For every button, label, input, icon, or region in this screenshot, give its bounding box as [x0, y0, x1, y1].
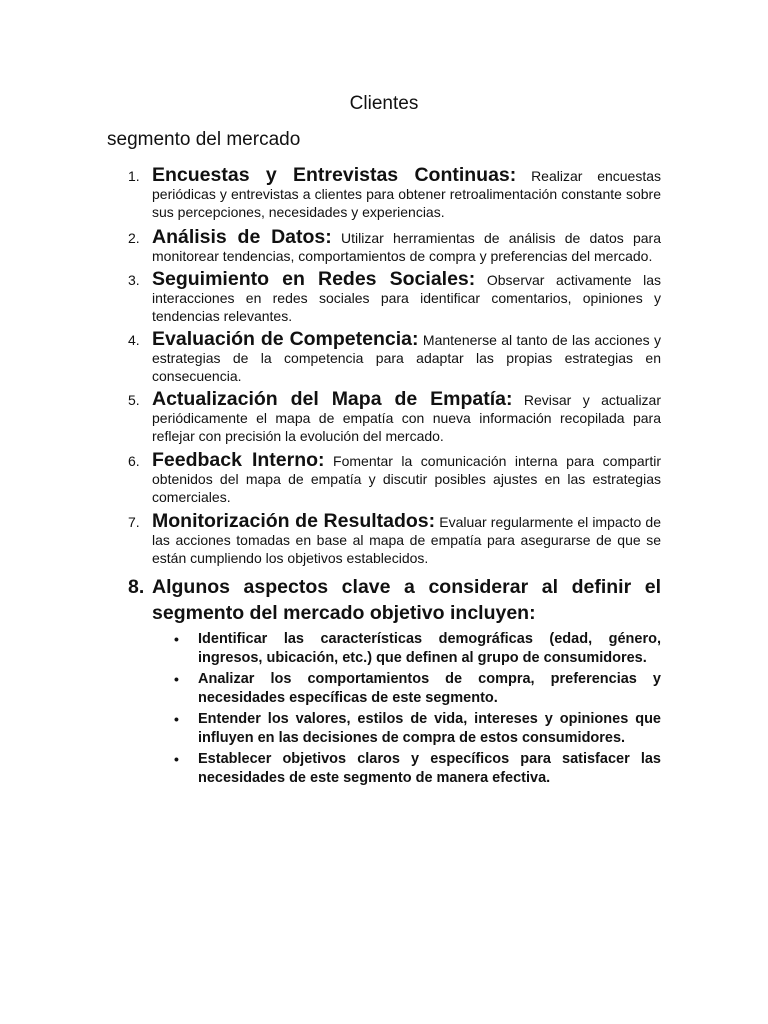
bullet-text: Entender los valores, estilos de vida, intereses y opiniones que influyen en las decisiones de compra de estos consumidores. [198, 711, 661, 746]
list-item-text: Fomentar la comunicación interna para compartir obtenidos del mapa de empatía y discutir posibles ajustes en las estrategias comerciales. [152, 453, 662, 505]
list-item-text: Realizar encuestas periódicas y entrevistas a clientes para obtener retroalimentación constante sobre sus percepciones, necesidades y experiencias. [152, 168, 662, 220]
bullet-icon: • [174, 711, 179, 727]
list-item-number: 5. [128, 392, 140, 408]
list-item-number: 7. [128, 514, 140, 530]
document-subtitle: segmento del mercado [107, 129, 301, 150]
bullet-item [174, 710, 661, 748]
list-item [128, 268, 662, 330]
list-item-heading: Encuestas y Entrevistas Continuas: [152, 164, 517, 186]
bullet-icon: • [174, 631, 179, 647]
document-title: Clientes [349, 93, 419, 114]
list-item-number: 1. [128, 168, 140, 184]
bullet-item [174, 670, 661, 708]
list-item-heading: Evaluación de Competencia: [152, 328, 419, 350]
bullet-text: Identificar las características demográficas (edad, género, ingresos, ubicación, etc.) que definen al grupo de consumidores. [198, 631, 661, 666]
list-item [128, 164, 662, 228]
bullet-text: Analizar los comportamientos de compra, preferencias y necesidades específicas de este segmento. [198, 671, 661, 706]
list-item-text: Evaluar regularmente el impacto de las acciones tomadas en base al mapa de empatía para asegurarse de que se están cumpliendo los objetivos establecidos. [152, 514, 661, 566]
list-item-heading: Análisis de Datos: [152, 226, 332, 248]
numbered-list [128, 164, 662, 790]
list-item-number: 8. [128, 576, 145, 598]
list-item-heading: Feedback Interno: [152, 449, 325, 471]
list-item-key-aspects [128, 574, 661, 788]
bullet-list [152, 630, 661, 788]
list-item [128, 328, 662, 390]
list-item-number: 6. [128, 453, 140, 469]
list-item [128, 388, 661, 451]
list-item-text: Revisar y actualizar periódicamente el mapa de empatía con nueva información recopilada para reflejar con precisión la evolución del mercado. [152, 392, 661, 444]
bullet-icon: • [174, 751, 179, 767]
list-item-text: Utilizar herramientas de análisis de datos para monitorear tendencias, comportamientos de compra y preferencias del mercado. [152, 230, 662, 264]
bullet-item [174, 630, 661, 668]
list-item [128, 449, 662, 512]
list-item-number: 3. [128, 272, 140, 288]
list-item [128, 226, 662, 270]
list-item-number: 2. [128, 230, 140, 246]
list-item-text: Observar activamente las interacciones en redes sociales para identificar comentarios, opiniones y tendencias relevantes. [152, 272, 662, 324]
bullet-text: Establecer objetivos claros y específicos para satisfacer las necesidades de este segmento de manera efectiva. [198, 751, 661, 786]
list-item-number: 4. [128, 332, 140, 348]
bullet-item [174, 750, 661, 788]
list-item-heading: Seguimiento en Redes Sociales: [152, 268, 476, 290]
list-item-heading: Algunos aspectos clave a considerar al definir el segmento del mercado objetivo incluyen: [152, 576, 661, 624]
list-item-text: Mantenerse al tanto de las acciones y estrategias de la competencia para adaptar las propias estrategias en consecuencia. [152, 332, 662, 384]
list-item-heading: Monitorización de Resultados: [152, 510, 436, 532]
bullet-icon: • [174, 671, 179, 687]
list-item [128, 510, 661, 572]
list-item-heading: Actualización del Mapa de Empatía: [152, 388, 513, 410]
